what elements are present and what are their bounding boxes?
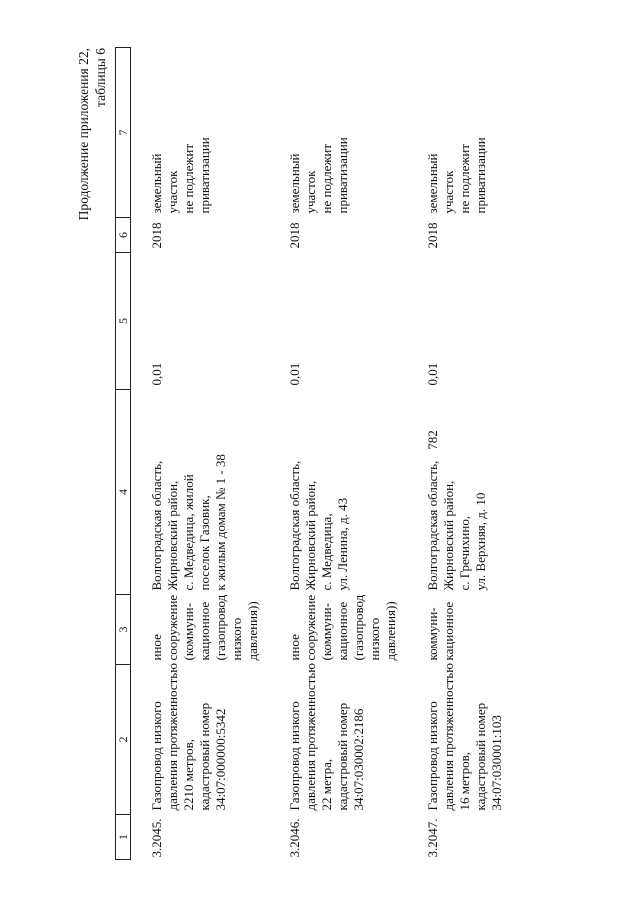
text-line: не подлежит [457,143,472,214]
text-line: 34:07:000000:5342 [213,708,228,811]
object-note [407,48,545,218]
object-address [131,390,270,595]
object-name [131,665,270,815]
text-line: кадастровый номер [197,702,212,811]
col-header-2: 2 [116,665,131,815]
text-line: не подлежит [319,143,334,214]
text-line: давления)) [383,601,398,661]
text-line: с. Медведица, жилой [181,474,196,591]
object-note [269,48,407,218]
col-header-7: 7 [116,48,131,218]
object-area: 0,01 [149,362,164,386]
text-line: Газопровод низкого [149,701,164,811]
object-year: 2018 [425,222,440,249]
text-line: кационное [335,601,350,661]
col-header-5: 5 [116,253,131,390]
column-number-header [116,48,131,860]
object-year: 2018 [287,222,302,249]
text-line: 34:07:030001:103 [489,715,504,811]
object-area: 0,01 [287,362,302,386]
object-address [269,390,407,595]
col-header-1: 1 [116,815,131,860]
text-line: коммуни- [425,607,440,661]
text-line: Газопровод низкого [425,701,440,811]
text-line: иное [149,634,164,661]
text-line: 22 метра, [319,758,334,811]
rotated-content [75,40,505,860]
text-line: не подлежит [181,143,196,214]
caption-line-2: таблицы 6 [93,48,108,107]
text-line: Газопровод низкого [287,701,302,811]
text-line: ул. Ленина, д. 43 [335,497,350,591]
text-line: кадастровый номер [335,702,350,811]
text-line: приватизации [473,137,488,214]
page-number: 782 [425,430,440,450]
text-line: участок [441,170,456,214]
text-line: (газопровод [213,594,228,661]
text-line: с. Гречихино, [457,515,472,591]
text-line: 16 метров, [457,752,472,811]
object-name [407,665,545,815]
text-line: поселок Газовик, [197,495,212,591]
table-row [269,48,407,860]
text-line: участок [165,170,180,214]
continuation-caption [75,48,109,220]
text-line: (коммуни- [319,603,334,661]
row-number: 3.2047. [425,818,440,858]
text-line: земельный [149,153,164,214]
object-note [131,48,270,218]
text-line: приватизации [197,137,212,214]
row-number: 3.2046. [287,818,302,858]
col-header-3: 3 [116,595,131,665]
text-line: кационное [197,601,212,661]
text-line: земельный [287,153,302,214]
text-line: давления протяженностью [303,663,318,811]
table-row [407,48,545,860]
register-table [115,47,545,860]
col-header-6: 6 [116,218,131,253]
object-area: 0,01 [425,362,440,386]
text-line: кадастровый номер [473,702,488,811]
text-line: кационное [441,601,456,661]
text-line: низкого [229,617,244,661]
text-line: приватизации [335,137,350,214]
text-line: Волгоградская область, [287,460,302,591]
text-line: давления протяженностью [441,663,456,811]
text-line: давления протяженностью [165,663,180,811]
table-row [131,48,270,860]
text-line: с. Медведица, [319,513,334,591]
text-line: давления)) [245,601,260,661]
text-line: низкого [367,617,382,661]
text-line: Волгоградская область, [425,460,440,591]
text-line: (газопровод [351,594,366,661]
text-line: (коммуни- [181,603,196,661]
object-address [407,390,545,595]
object-name [269,665,407,815]
text-line: сооружение [303,594,318,661]
object-type [131,595,270,665]
object-type [407,595,545,665]
row-number: 3.2045. [149,818,164,858]
text-line: Жирновский район, [303,480,318,591]
caption-line-1: Продолжение приложения 22, [76,48,91,221]
col-header-4: 4 [116,390,131,595]
object-type [269,595,407,665]
text-line: Волгоградская область, [149,460,164,591]
text-line: Жирновский район, [165,480,180,591]
text-line: ул. Верхняя, д. 10 [473,492,488,591]
text-line: участок [303,170,318,214]
text-line: к жилым домам № 1 - 38 [213,454,228,591]
object-year: 2018 [149,222,164,249]
text-line: земельный [425,153,440,214]
text-line: 2210 метров, [181,739,196,811]
text-line: Жирновский район, [441,480,456,591]
text-line: сооружение [165,594,180,661]
text-line: иное [287,634,302,661]
text-line: 34:07:030002:2186 [351,708,366,811]
